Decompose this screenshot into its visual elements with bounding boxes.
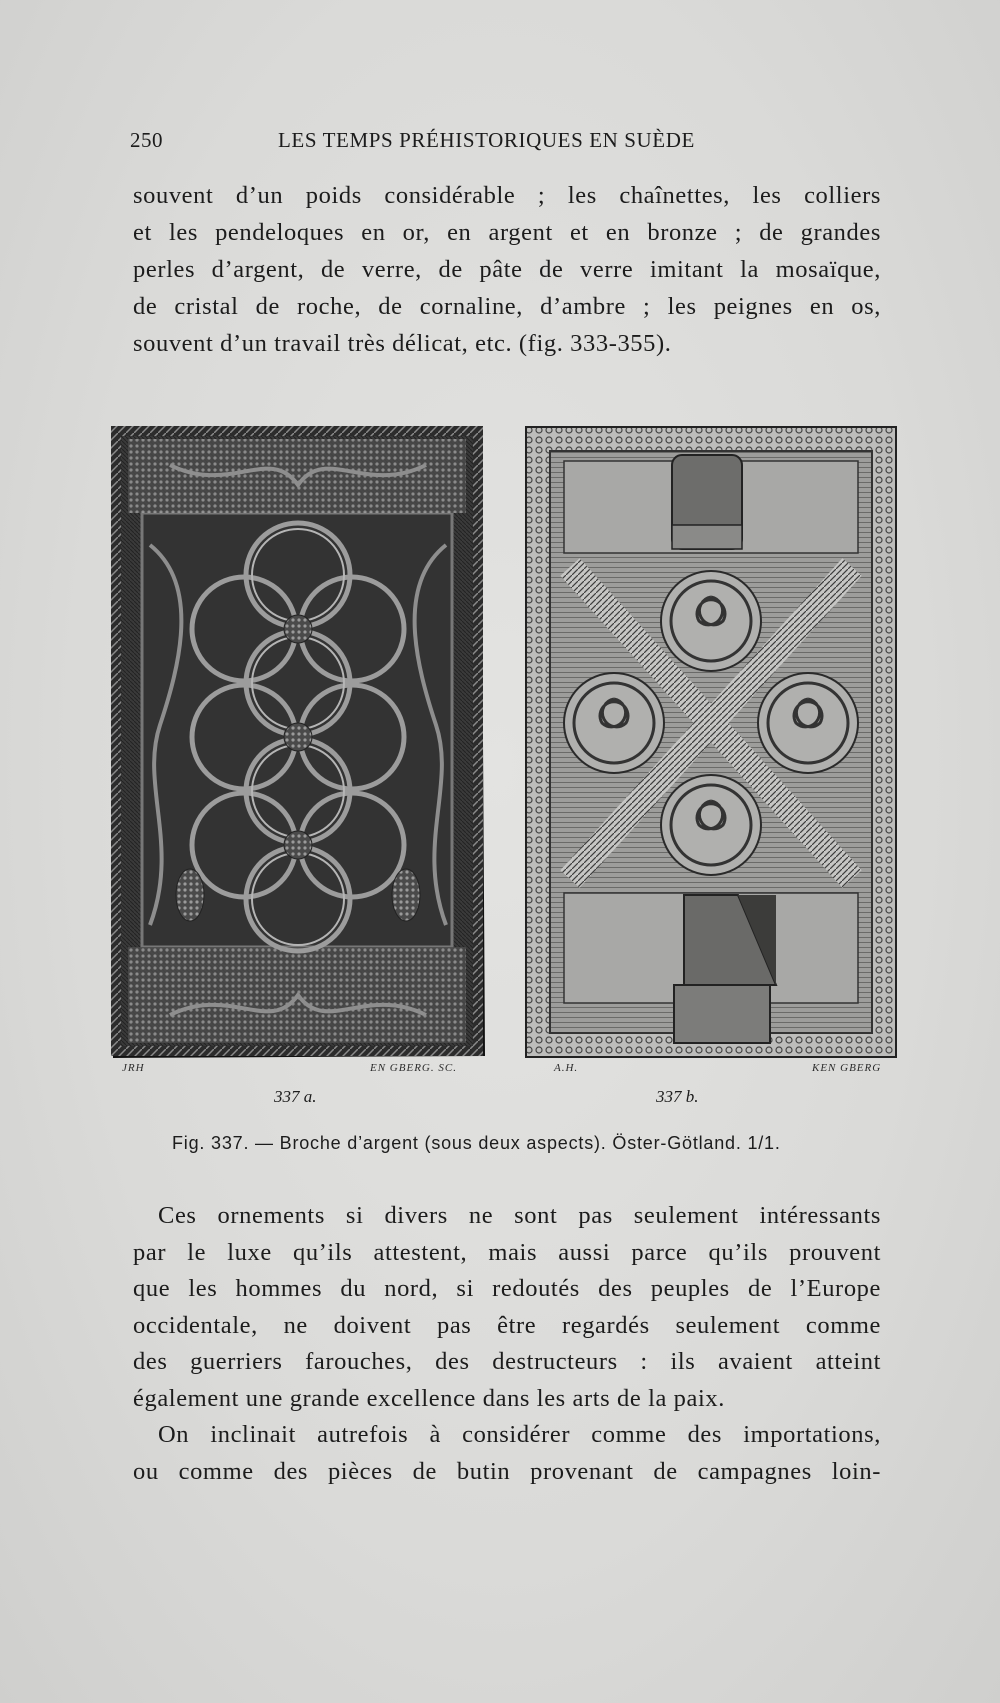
running-title: LES TEMPS PRÉHISTORIQUES EN SUÈDE: [278, 128, 695, 152]
brooch-engraving-b: [524, 425, 898, 1059]
text-line: souvent d’un poids considérable ; les chaînettes, les colliers: [133, 182, 881, 209]
text-line: que les hommes du nord, si redoutés des peuples de l’Europe: [133, 1275, 881, 1302]
text-line: occidentale, ne doivent pas être regardés seulement comme: [133, 1311, 881, 1339]
engraver-signature: JRH: [122, 1062, 145, 1074]
text-line: Ces ornements si divers ne sont pas seulement intéressants: [158, 1202, 881, 1229]
text-line: et les pendeloques en or, en argent et en bronze ; de grandes: [133, 219, 881, 246]
text-line: par le luxe qu’ils attestent, mais aussi parce qu’ils prouvent: [133, 1238, 881, 1266]
text-line: On inclinait autrefois à considérer comme des importations,: [158, 1421, 881, 1448]
engraver-signature: A.H.: [554, 1062, 579, 1074]
text-line: ou comme des pièces de butin provenant de campagnes loin-: [133, 1457, 881, 1485]
text-line: perles d’argent, de verre, de pâte de verre imitant la mosaïque,: [133, 256, 881, 283]
engraver-signature: KEN GBERG: [812, 1062, 882, 1074]
text-line: des guerriers farouches, des destructeurs : ils avaient atteint: [133, 1348, 881, 1375]
brooch-engraving-a: [110, 425, 486, 1059]
paragraph-bottom: [133, 1198, 881, 1490]
figure-337: [110, 425, 900, 1106]
figure-label-337b: 337 b.: [656, 1087, 699, 1106]
brooch-b-illustration: [524, 425, 898, 1059]
brooch-a-illustration: [110, 425, 486, 1059]
paragraph-top: [133, 177, 881, 362]
figure-label-337a: 337 a.: [274, 1087, 317, 1106]
figure-caption: Fig. 337. — Broche d’argent (sous deux aspects). Öster-Götland. 1/1.: [172, 1133, 781, 1153]
text-line: également une grande excellence dans les arts de la paix.: [133, 1384, 725, 1412]
page-number: 250: [130, 128, 163, 152]
engraver-signature: EN GBERG. SC.: [370, 1062, 457, 1074]
text-line: de cristal de roche, de cornaline, d’ambre ; les peignes en os,: [133, 293, 881, 320]
running-head: [130, 128, 882, 158]
text-line: souvent d’un travail très délicat, etc. (fig. 333-355).: [133, 330, 672, 357]
